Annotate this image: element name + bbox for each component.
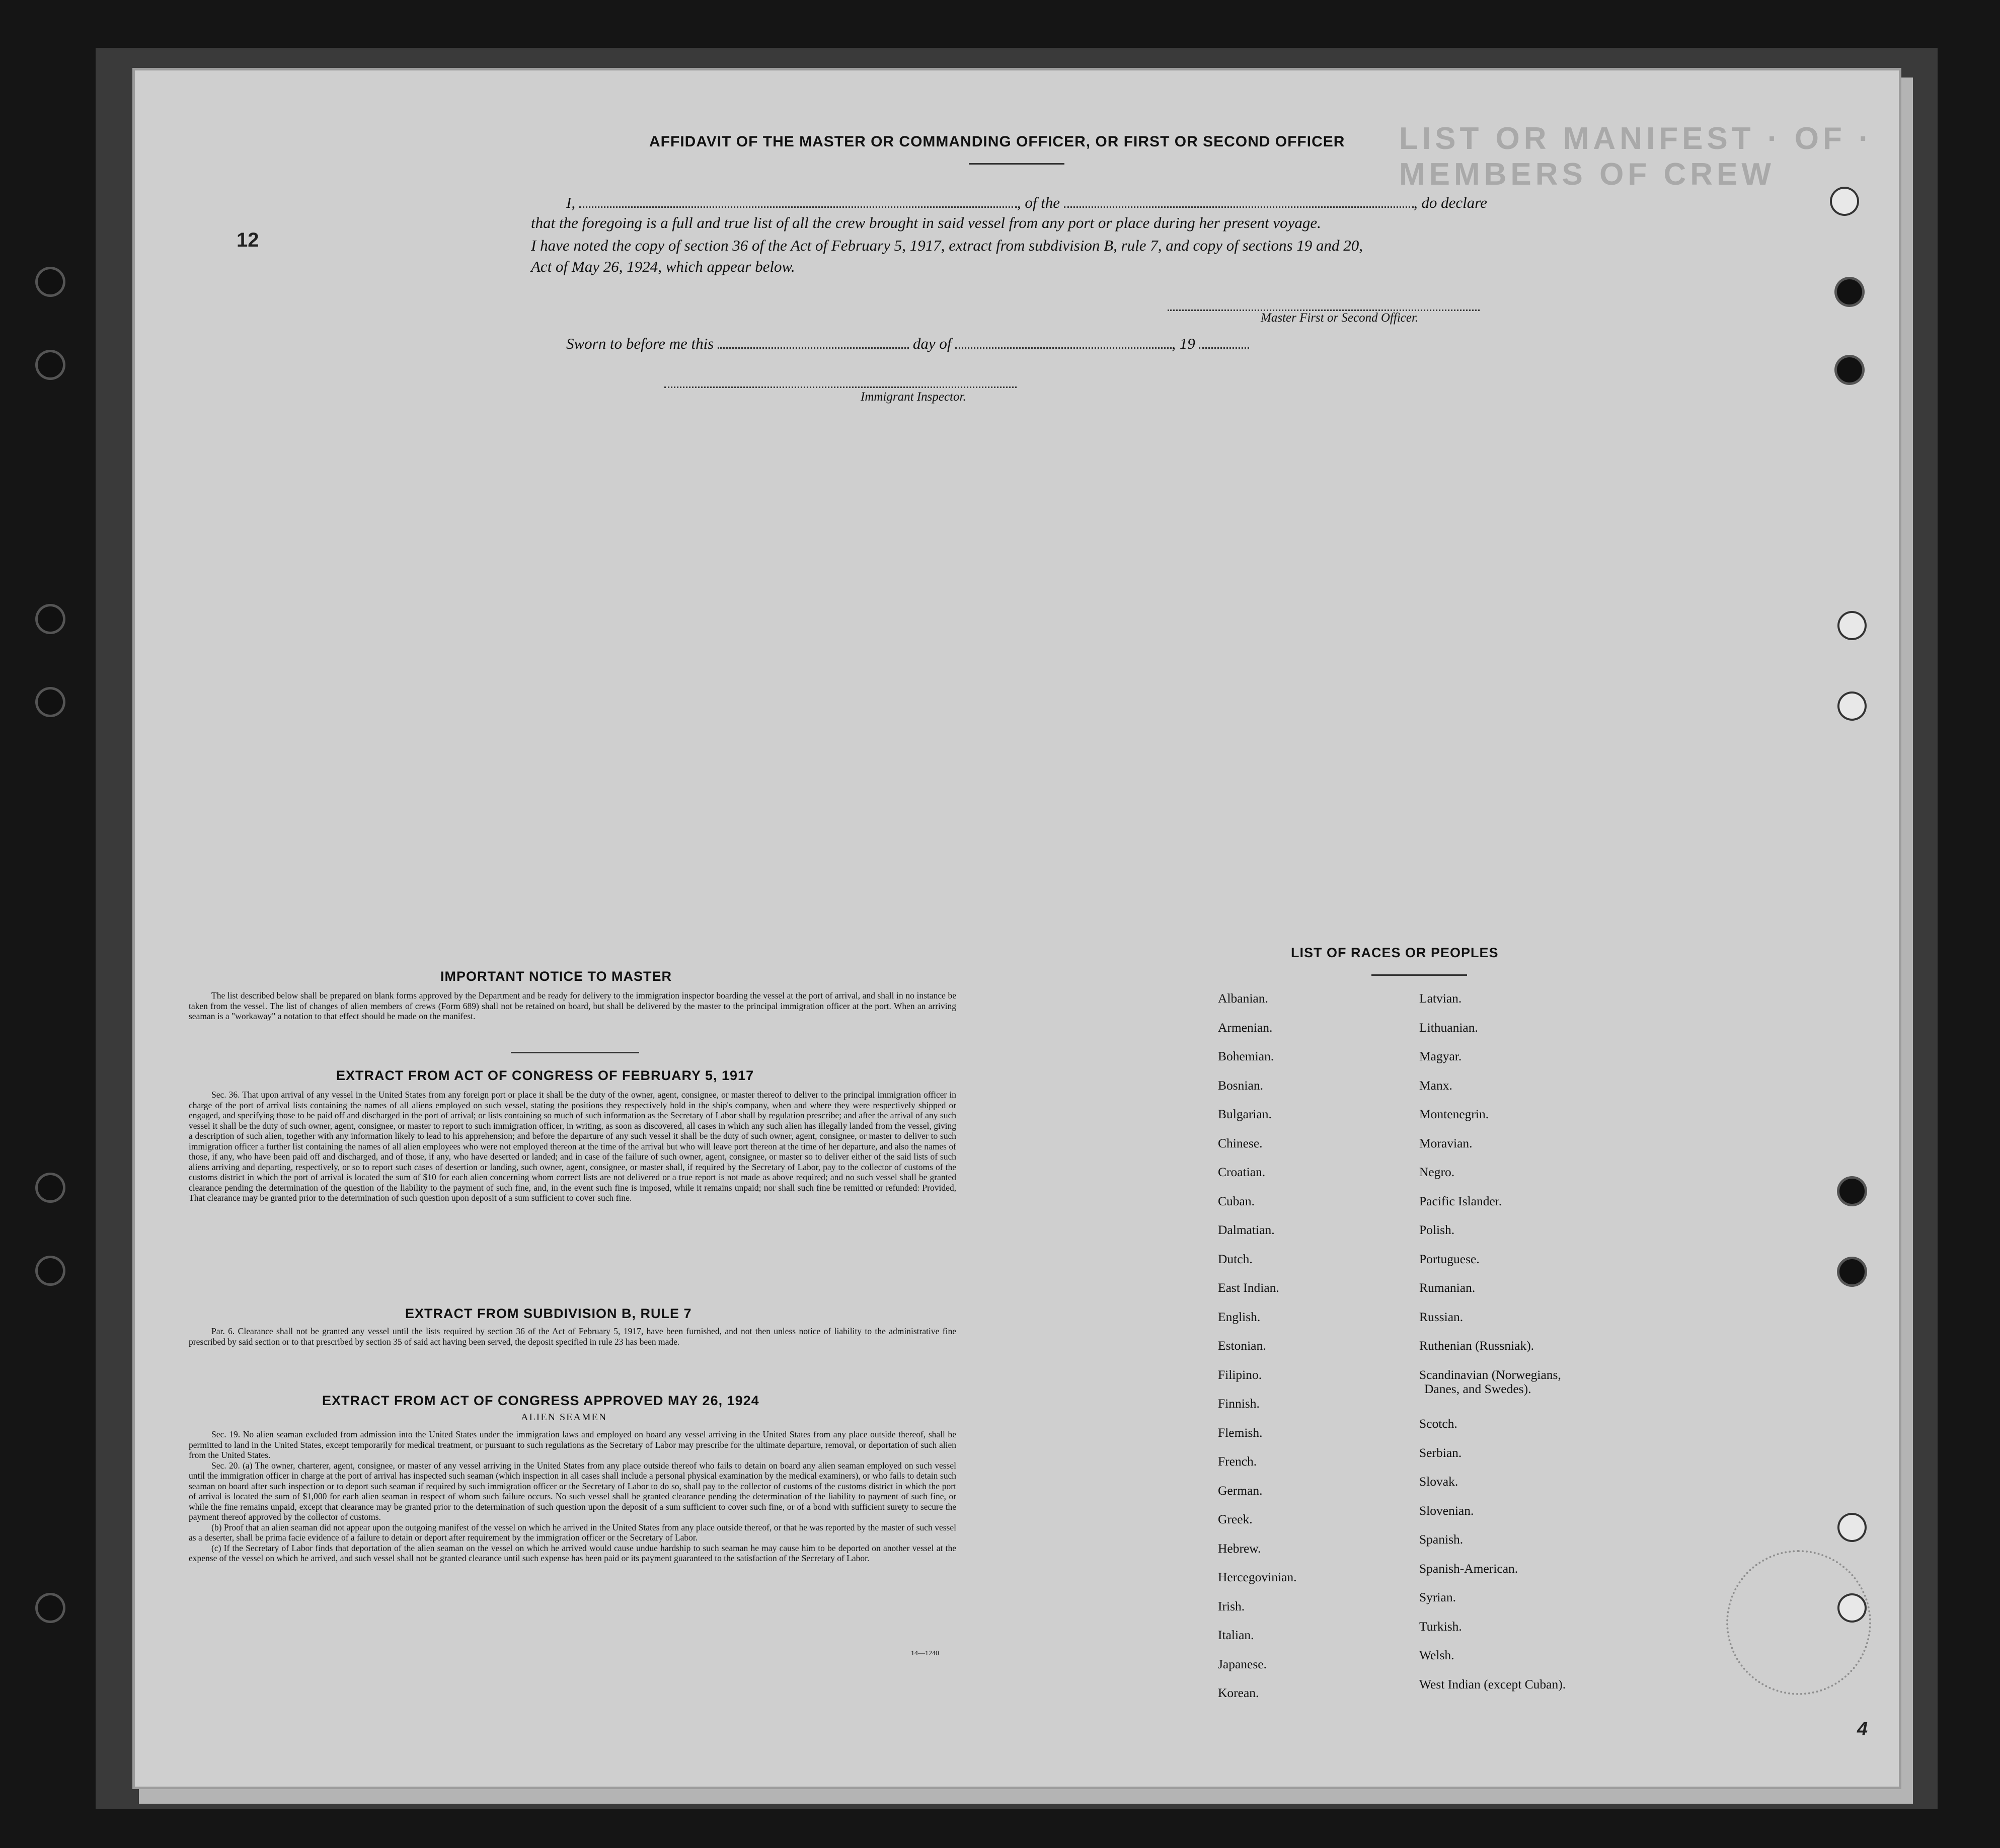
race-right-15: Scotch. [1419,1416,1457,1431]
race-left-3: Bohemian. [1218,1049,1274,1063]
affidavit-line-4: Act of May 26, 1924, which appear below. [531,258,795,275]
race-right-1: Latvian. [1419,991,1462,1006]
punch-hole-right-2 [1837,279,1862,304]
race-right-20: Spanish-American. [1419,1561,1518,1576]
punch-hole-right-7 [1839,1259,1865,1284]
race-left-21: Hercegovinian. [1218,1570,1297,1584]
affidavit-line-1 [566,194,1487,212]
race-left-14: Filipino. [1218,1367,1262,1382]
races-title: LIST OF RACES OR PEOPLES [1291,945,1499,960]
race-left-16: Flemish. [1218,1425,1263,1440]
affidavit-line-2: that the foregoing is a full and true list of all the crew brought in said vessel from any port or place during her present voyage. [531,214,1321,232]
margin-mark: 4 [1857,1719,1868,1740]
punch-hole-right-1 [1832,189,1857,214]
sec-20c-text: (c) If the Secretary of Labor finds that deportation of the alien seaman on the vessel on which he arrived would cause undue hardship to such seaman he may cause him to be deported on another vessel at the expense of the vessel on which he arrived, and such vessel shall not be granted clearance until such expense has been paid or its payment guaranteed to the satisfaction of the Secretary of Labor. [189,1543,956,1563]
master-signature-label: Master First or Second Officer. [1261,311,1419,325]
sec-19-text: Sec. 19. No alien seaman excluded from admission into the United States under the immigration laws and employed on board any vessel arriving in the United States from any place outside thereof, shall be permitted to land in the United States, except temporarily for medical treatment, or pursuant to such regulations as the Secretary of Labor may prescribe for the ultimate departure, removal, or deportation of such alien from the United States. [189,1429,956,1460]
notice-body [189,990,956,1022]
punch-hole-right-8 [1839,1515,1865,1540]
race-left-11: East Indian. [1218,1280,1279,1295]
declare-label: , do declare [1413,194,1487,211]
race-left-8: Cuban. [1218,1193,1255,1208]
race-left-17: French. [1218,1454,1257,1469]
bleed-through-title: LIST OR MANIFEST · OF · MEMBERS OF CREW [1399,121,1873,192]
notice-title: IMPORTANT NOTICE TO MASTER [440,969,672,984]
margin-number: 12 [237,229,259,251]
race-right-4: Manx. [1419,1077,1452,1093]
race-right-6: Moravian. [1419,1135,1473,1150]
race-left-2: Armenian. [1218,1020,1273,1035]
inspector-label: Immigrant Inspector. [861,390,966,404]
punch-hole-left-6 [38,1258,63,1283]
punch-hole-left-7 [38,1595,63,1621]
race-left-18: German. [1218,1483,1263,1498]
form-number: 14—1240 [911,1650,939,1657]
punch-hole-right-5 [1839,694,1865,719]
sec-20b-text: (b) Proof that an alien seaman did not appear upon the outgoing manifest of the vessel on which he arrived in the United States from any place outside thereof, or that he was reported by the master of such vessel as a deserter, shall be prima facie evidence of a failure to detain or deport after requirement by the immigration officer or the Secretary of Labor. [189,1522,956,1543]
notice-text: The list described below shall be prepared on blank forms approved by the Department and be ready for delivery to the immigration inspector boarding the vessel at the port of arrival, and shall in no instance be taken from the vessel. The list of changes of alien members of crews (Form 689) shall not be retained on board, but shall be delivered by the master to the principal immigration officer at the port. When an arriving seaman is a "workaway" a notation to that effect should be made on the manifest. [189,990,956,1021]
day-of-label: day of [912,335,952,352]
race-left-7: Croatian. [1218,1165,1266,1179]
sworn-label: Sworn to before me this [566,335,714,352]
race-left-13: Estonian. [1218,1338,1266,1353]
year-label: , 19 [1172,335,1195,352]
race-left-6: Chinese. [1218,1135,1263,1150]
race-right-8: Pacific Islander. [1419,1193,1502,1208]
punch-hole-right-6 [1839,1179,1865,1204]
punch-hole-left-3 [38,606,63,632]
extract-1917-title: EXTRACT FROM ACT OF CONGRESS OF FEBRUARY 5, 1917 [336,1068,754,1083]
extract-1917-body [189,1090,956,1203]
race-right-23: Welsh. [1419,1648,1454,1662]
subdivision-b-title: EXTRACT FROM SUBDIVISION B, RULE 7 [405,1306,692,1321]
affidavit-line-3: I have noted the copy of section 36 of the Act of February 5, 1917, extract from subdivision B, rule 7, and copy of sections 19 and 20, [531,237,1363,254]
race-right-18: Slovenian. [1419,1503,1474,1518]
race-right-14: Scandinavian (Norwegians, Danes, and Swedes). [1419,1367,1561,1396]
sec-36-text: Sec. 36. That upon arrival of any vessel in the United States from any foreign port or place it shall be the duty of the owner, agent, consignee, or master thereof to deliver to the principal immigration officer in charge of the port of arrival lists containing the names of all aliens employed on such vessel, stating the positions they respectively hold in the ship's company, when and where they were respectively shipped or engaged, and specifying those to be paid off and discharged in the port of arrival; or lists containing so much of such information as the Secretary of Labor shall by regulation prescribe; and after the arrival of any such vessel it shall be the duty of such owner, agent, consignee, or master to report to such immigration officer, in writing, as soon as discovered, all cases in which any such alien has illegally landed from the vessel, giving a description of such alien, together with any information likely to lead to his apprehension; and before the departure of any such vessel it shall be the duty of such owner, agent, consignee, or master to deliver to such immigration officer a further list containing the names of all alien employees who were not employed thereon at the time of the arrival but who will leave port thereon at the time of her departure, and also the names of those, if any, who have been paid off and discharged, and of those, if any, who have deserted or landed; and in case of the failure of such owner, agent, consignee, or master so to deliver either of the said lists of such aliens arriving and departing, respectively, or so to report such cases of desertion or landing, such owner, agent, consignee, or master shall, if required by the Secretary of Labor, pay to the collector of customs of the customs district in which the port of arrival is located the sum of $10 for each alien concerning whom correct lists are not delivered or a true report is not made as above required; and no such vessel shall be granted clearance pending the determination of the question of the liability to the payment of such fine, and, in the event such fine is imposed, while it remains unpaid; nor shall such fine be remitted or refunded: Provided, That clearance may be granted prior to the determination of such question upon deposit of a sum sufficient to cover such fine. [189,1090,956,1203]
race-left-23: Italian. [1218,1628,1254,1642]
faded-stamp [1726,1550,1871,1695]
par-6-text: Par. 6. Clearance shall not be granted any vessel until the lists required by section 36 of the Act of February 5, 1917, have been furnished, and not then unless notice of liability to the administrative fine prescribed by said section or to that prescribed by section 35 of said act having been served, the deposit specified in rule 23 has been made. [189,1326,956,1347]
punch-hole-left-5 [38,1175,63,1200]
race-left-10: Dutch. [1218,1251,1253,1266]
punch-hole-right-3 [1837,357,1862,382]
race-left-20: Hebrew. [1218,1541,1261,1556]
notice-rule [511,1052,639,1053]
punch-hole-left-2 [38,352,63,377]
race-left-12: English. [1218,1309,1261,1324]
race-left-25: Korean. [1218,1685,1259,1700]
punch-hole-left-1 [38,269,63,294]
sworn-day-field[interactable] [718,342,909,349]
race-right-19: Spanish. [1419,1532,1464,1547]
of-the-label: , of the [1017,194,1060,211]
race-left-9: Dalmatian. [1218,1222,1275,1237]
sworn-line [566,335,1249,353]
race-right-22: Turkish. [1419,1619,1462,1634]
subdivision-b-body [189,1326,956,1347]
race-right-11: Rumanian. [1419,1280,1476,1295]
race-right-13: Ruthenian (Russniak). [1419,1338,1534,1353]
race-right-9: Polish. [1419,1222,1455,1237]
race-right-10: Portuguese. [1419,1251,1480,1266]
affidavit-title: AFFIDAVIT OF THE MASTER OR COMMANDING OFFICER, OR FIRST OR SECOND OFFICER [649,133,1345,150]
vessel-field[interactable] [1064,201,1414,208]
race-right-3: Magyar. [1419,1049,1462,1063]
race-right-17: Slovak. [1419,1474,1458,1489]
race-left-1: Albanian. [1218,991,1268,1006]
sec-20a-text: Sec. 20. (a) The owner, charterer, agent, consignee, or master of any vessel arriving in the United States from any place outside thereof who fails to detain on board any alien seaman employed on such vessel until the immigration officer in charge at the port of arrival has inspected such seaman (which inspection in all cases shall include a personal physical examination by the medical examiners), or who fails to detain such seaman on board after such inspection or to deport such seaman if required by such immigration officer or the Secretary of Labor to do so, shall pay to the collector of customs of the customs district in which the port of arrival is located the sum of $1,000 for each alien seaman in respect of whom such failure occurs. No such vessel shall be granted clearance pending the determination of the liability to payment of such fine, or while the fine remains unpaid, except that clearance may be granted prior to the determination of such question upon the deposit of a sum sufficient to cover such fine, or of a bond with sufficient surety to secure the payment thereof approved by the collector of customs. [189,1460,956,1522]
race-left-15: Finnish. [1218,1396,1260,1411]
title-rule [969,163,1064,165]
race-left-22: Irish. [1218,1598,1245,1613]
race-left-5: Bulgarian. [1218,1107,1272,1121]
inspector-signature-line[interactable] [664,387,1017,388]
extract-1924-title: EXTRACT FROM ACT OF CONGRESS APPROVED MAY 26, 1924 [322,1393,759,1408]
alien-seamen-subtitle: ALIEN SEAMEN [521,1412,607,1423]
race-left-24: Japanese. [1218,1656,1267,1671]
race-right-16: Serbian. [1419,1445,1462,1460]
sworn-month-field[interactable] [955,342,1172,349]
race-right-2: Lithuanian. [1419,1020,1478,1035]
punch-hole-left-4 [38,689,63,715]
race-right-24: West Indian (except Cuban). [1419,1676,1566,1691]
race-left-19: Greek. [1218,1512,1253,1526]
extract-1924-body [189,1429,956,1564]
races-rule [1371,974,1467,976]
punch-hole-right-4 [1839,613,1865,638]
race-right-21: Syrian. [1419,1590,1456,1604]
race-right-12: Russian. [1419,1309,1464,1324]
i-label: I, [566,194,576,211]
sworn-year-field[interactable] [1199,342,1249,349]
race-left-4: Bosnian. [1218,1077,1263,1093]
race-right-7: Negro. [1419,1165,1455,1179]
race-right-5: Montenegrin. [1419,1107,1489,1121]
name-field[interactable] [579,201,1017,208]
